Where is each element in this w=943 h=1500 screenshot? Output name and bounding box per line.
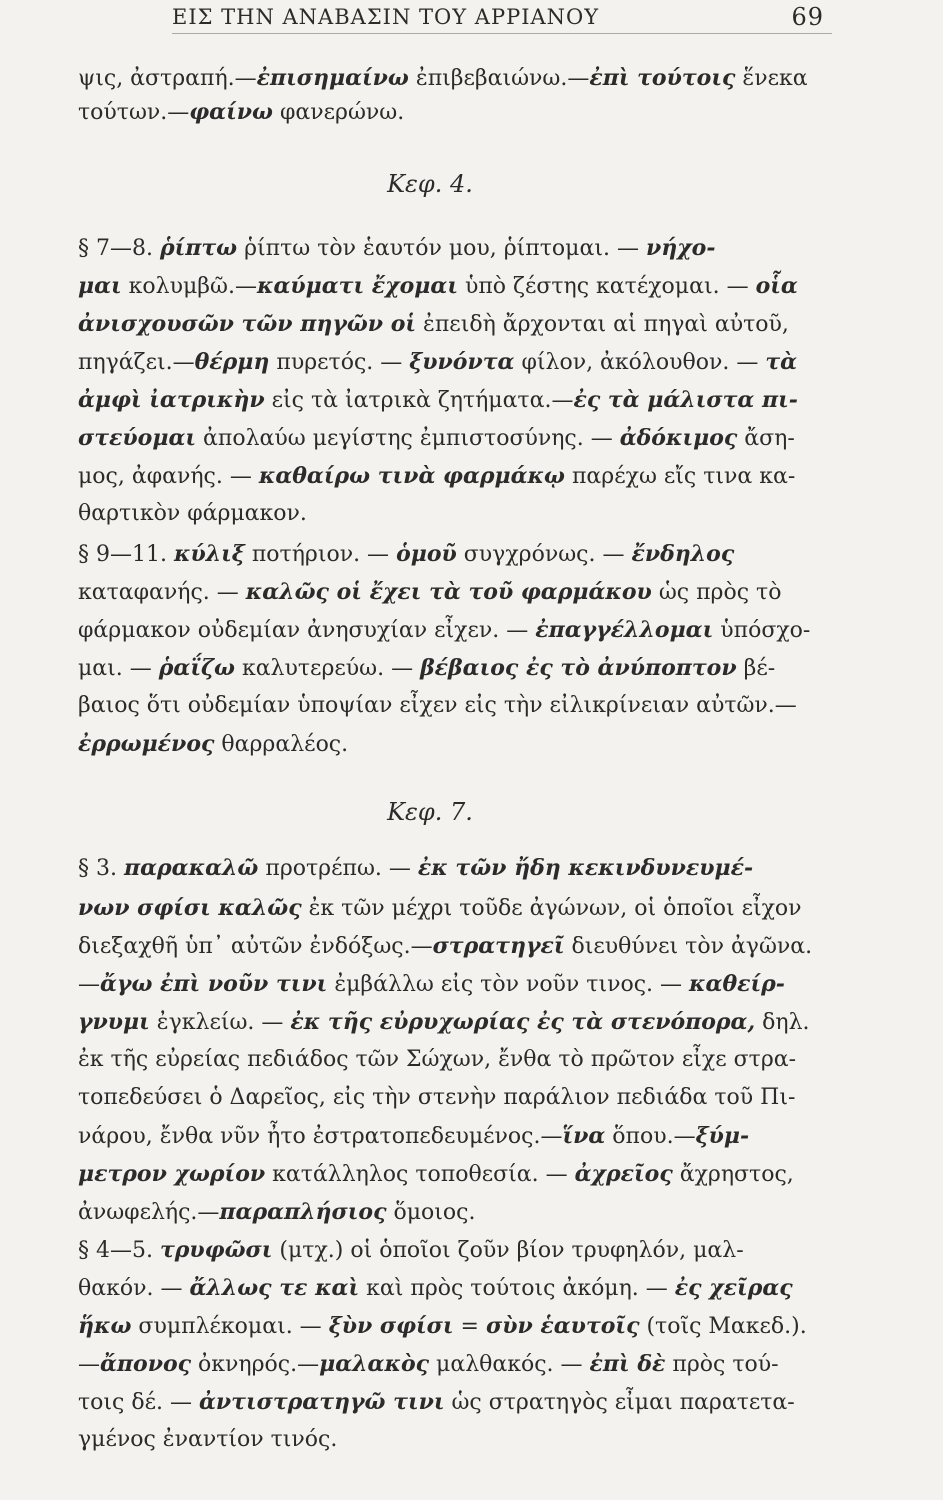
headword: ἐς χεῖρας	[674, 1275, 793, 1301]
text-line	[78, 1044, 818, 1076]
headword: ἀμφὶ ἰατρικὴν	[78, 387, 265, 413]
gloss-text: ὡς στρατηγὸς εἶμαι παρατετα-	[444, 1390, 795, 1415]
headword: στεύομαι	[78, 425, 197, 451]
gloss-text: § 4—5.	[78, 1238, 160, 1263]
headword: ἀντιστρατηγῶ τινι	[198, 1389, 445, 1415]
gloss-text: παρέχω εἴς τινα κα-	[564, 464, 796, 489]
text-line	[78, 1386, 818, 1419]
headword: γνυμι	[78, 1009, 150, 1035]
text-line	[78, 576, 818, 609]
gloss-text: ἄχρηστος,	[672, 1162, 794, 1187]
gloss-text: ἐμβάλλω εἰς τὸν νοῦν τινος. —	[327, 972, 690, 997]
headword: ξύμ-	[695, 1123, 750, 1149]
header-rule	[172, 33, 832, 34]
headword: ξυνόντα	[409, 349, 515, 375]
text-line	[78, 852, 818, 885]
headword: φαίνω	[189, 99, 273, 125]
gloss-text: διεξαχθῆ ὑπ᾽ αὐτῶν ἐνδόξως.—	[78, 934, 433, 959]
gloss-text: κατάλληλος τοποθεσία. —	[265, 1162, 575, 1187]
gloss-text: τούτων.—	[78, 100, 190, 125]
chapter-heading	[40, 796, 820, 828]
gloss-text: θαρτικὸν φάρμακον.	[78, 501, 307, 526]
text-line	[78, 538, 818, 571]
gloss-text: νάρου, ἔνθα νῦν ἦτο ἐστρατοπεδευμένος.—	[78, 1124, 563, 1149]
chapter-heading	[40, 168, 820, 200]
gloss-text: μος, ἀφανής. —	[78, 464, 259, 489]
headword: ἵνα	[562, 1123, 606, 1149]
text-line	[78, 384, 818, 417]
text-line	[78, 346, 818, 379]
gloss-text: Κεφ. 4.	[387, 170, 473, 198]
gloss-text: βέ-	[736, 656, 776, 681]
text-line	[78, 460, 818, 493]
gloss-text: ἐγκλείω. —	[149, 1010, 291, 1035]
headword: ἐπισημαίνω	[256, 65, 409, 91]
gloss-text: ἄση-	[737, 426, 795, 451]
gloss-text: ἐπειδὴ ἄρχονται αἱ πηγαὶ αὐτοῦ,	[416, 312, 789, 337]
gloss-text: πρὸς τού-	[665, 1352, 779, 1377]
headword: στρατηγεῖ	[432, 933, 565, 959]
text-line	[78, 1120, 818, 1153]
headword: καθαίρω τινὰ φαρμάκῳ	[258, 463, 565, 489]
headword: ξὺν σφίσι	[328, 1313, 454, 1339]
headword: ἄπονος	[100, 1351, 192, 1377]
headword: ἐκ τῆς εὐρυχωρίας ἐς τὰ στενόπορα,	[290, 1009, 756, 1035]
page-header	[172, 2, 832, 36]
gloss-text: ὑπὸ ζέστης κατέχομαι. —	[457, 274, 756, 299]
headword: ἀνισχουσῶν τῶν πηγῶν οἱ	[78, 311, 417, 337]
text-line	[78, 892, 818, 925]
gloss-text: ἀνωφελής.—	[78, 1200, 220, 1225]
headword: ἐπαγγέλλομαι	[535, 617, 714, 643]
headword: καύματι ἔχομαι	[256, 273, 458, 299]
headword: καλῶς οἱ ἔχει τὰ τοῦ φαρμάκου	[245, 579, 652, 605]
text-line	[78, 422, 818, 455]
gloss-text: πηγάζει.—	[78, 350, 195, 375]
gloss-text: ῥίπτω τὸν ἑαυτόν μου, ῥίπτομαι. —	[237, 236, 646, 261]
text-line	[78, 62, 818, 95]
text-line	[78, 1006, 818, 1039]
headword: νων σφίσι καλῶς	[78, 895, 302, 921]
headword: νήχο-	[645, 235, 716, 261]
gloss-text: —	[78, 972, 100, 997]
gloss-text: ποτήριον. —	[244, 542, 397, 567]
headword: ἔνδηλος	[631, 541, 735, 567]
gloss-text: —	[78, 1352, 100, 1377]
text-line	[78, 1196, 818, 1229]
text-line	[78, 270, 818, 303]
headword: ἀχρεῖος	[574, 1161, 673, 1187]
gloss-text: θαρραλέος.	[214, 732, 349, 757]
gloss-text: § 9—11.	[78, 542, 174, 567]
gloss-text: δηλ.	[755, 1010, 810, 1035]
headword: κύλιξ	[173, 541, 245, 567]
gloss-text: ὡς πρὸς τὸ	[651, 580, 782, 605]
headword: καθείρ-	[689, 971, 785, 997]
gloss-text: (μτχ.) οἱ ὁποῖοι ζοῦν βίον τρυφηλόν, μαλ-	[272, 1238, 744, 1263]
gloss-text: γμένος ἐναντίον τινός.	[78, 1427, 338, 1452]
headword: θέρμη	[194, 349, 270, 375]
headword: ἥκω	[78, 1313, 132, 1339]
text-line	[78, 728, 818, 761]
gloss-text: καταφανής. —	[78, 580, 246, 605]
text-line	[78, 930, 818, 963]
headword: μετρον χωρίον	[78, 1161, 266, 1187]
headword: ἐκ τῶν ἤδη κεκινδυνευμέ-	[417, 855, 754, 881]
gloss-text: συγχρόνως. —	[456, 542, 632, 567]
gloss-text: καὶ πρὸς τούτοις ἀκόμη. —	[359, 1276, 675, 1301]
headword: ἐς τὰ μάλιστα πι-	[573, 387, 798, 413]
headword: παραπλήσιος	[219, 1199, 387, 1225]
headword: σὺν ἑαυτοῖς	[485, 1313, 640, 1339]
text-line	[78, 308, 818, 341]
headword: μαι	[78, 273, 122, 299]
gloss-text: § 3.	[78, 856, 124, 881]
headword: ῥαΐζω	[158, 655, 235, 681]
headword: ἐπὶ δὲ	[589, 1351, 666, 1377]
gloss-text: (τοῖς Μακεδ.).	[639, 1314, 807, 1339]
page-number: 69	[791, 3, 824, 31]
headword: ἄγω ἐπὶ νοῦν τινι	[100, 971, 328, 997]
gloss-text: συμπλέκομαι. —	[131, 1314, 329, 1339]
text-line	[78, 1272, 818, 1305]
text-line	[78, 1234, 818, 1267]
gloss-text: ἐπιβεβαιώνω.—	[408, 66, 590, 91]
headword: τρυφῶσι	[159, 1237, 273, 1263]
gloss-text: ἐκ τῶν μέχρι τοῦδε ἀγώνων, οἱ ὁποῖοι εἶχον	[301, 896, 802, 921]
headword: ἄλλως τε καὶ	[189, 1275, 360, 1301]
headword: οἷα	[755, 273, 798, 299]
text-line	[78, 1348, 818, 1381]
headword: παρακαλῶ	[123, 855, 259, 881]
gloss-text: μαλθακός. —	[429, 1352, 590, 1377]
gloss-text: ὑπόσχο-	[713, 618, 811, 643]
gloss-text: φάρμακον οὐδεμίαν ἀνησυχίαν εἶχεν. —	[78, 618, 536, 643]
text-line	[78, 1082, 818, 1114]
gloss-text: φίλον, ἀκόλουθον. —	[514, 350, 766, 375]
headword: βέβαιος ἐς τὸ ἀνύποπτον	[420, 655, 737, 681]
gloss-text: τοις δέ. —	[78, 1390, 199, 1415]
gloss-text: κολυμβῶ.—	[121, 274, 257, 299]
text-line	[78, 232, 818, 265]
gloss-text: καλυτερεύω. —	[234, 656, 421, 681]
gloss-text: εἰς τὰ ἰατρικὰ ζητήματα.—	[264, 388, 574, 413]
gloss-text: ἐκ τῆς εὐρείας πεδιάδος τῶν Σώχων, ἔνθα τὸ πρῶτον εἶχε στρα-	[78, 1047, 797, 1072]
headword: ἐπὶ τούτοις	[589, 65, 736, 91]
gloss-text: ὅπου.—	[605, 1124, 696, 1149]
text-line	[78, 968, 818, 1001]
gloss-text: ὀκνηρός.—	[191, 1352, 320, 1377]
gloss-text: ὅμοιος.	[386, 1200, 476, 1225]
gloss-text: =	[453, 1314, 486, 1339]
text-line	[78, 96, 818, 129]
text-line	[78, 652, 818, 685]
gloss-text: § 7—8.	[78, 236, 160, 261]
gloss-text: βαιος ὅτι οὐδεμίαν ὑποψίαν εἶχεν εἰς τὴν εἰλικρίνειαν αὐτῶν.—	[78, 693, 797, 718]
headword: μαλακὸς	[319, 1351, 430, 1377]
gloss-text: Κεφ. 7.	[387, 798, 473, 826]
gloss-text: πυρετός. —	[269, 350, 410, 375]
headword: ὁμοῦ	[396, 541, 457, 567]
text-line	[78, 614, 818, 647]
text-line	[78, 1158, 818, 1191]
gloss-text: τοπεδεύσει ὁ Δαρεῖος, εἰς τὴν στενὴν παράλιον πεδιάδα τοῦ Πι-	[78, 1085, 796, 1110]
gloss-text: θακόν. —	[78, 1276, 190, 1301]
gloss-text: διευθύνει τὸν ἀγῶνα.	[564, 934, 813, 959]
gloss-text: φανερώνω.	[272, 100, 405, 125]
text-line	[78, 690, 818, 722]
running-title: ΕΙΣ ΤΗΝ ΑΝΑΒΑΣΙΝ ΤΟΥ ΑΡΡΙΑΝΟΥ	[172, 5, 600, 29]
text-line	[78, 498, 818, 530]
gloss-text: μαι. —	[78, 656, 159, 681]
gloss-text: ψις, ἀστραπή.—	[78, 66, 257, 91]
text-line	[78, 1424, 818, 1456]
gloss-text: ἀπολαύω μεγίστης ἐμπιστοσύνης. —	[196, 426, 620, 451]
headword: ἐρρωμένος	[78, 731, 215, 757]
text-line	[78, 1310, 818, 1343]
gloss-text: προτρέπω. —	[258, 856, 418, 881]
headword: τὰ	[765, 349, 798, 375]
headword: ῥίπτω	[159, 235, 238, 261]
gloss-text: ἕνεκα	[735, 66, 808, 91]
headword: ἀδόκιμος	[619, 425, 738, 451]
